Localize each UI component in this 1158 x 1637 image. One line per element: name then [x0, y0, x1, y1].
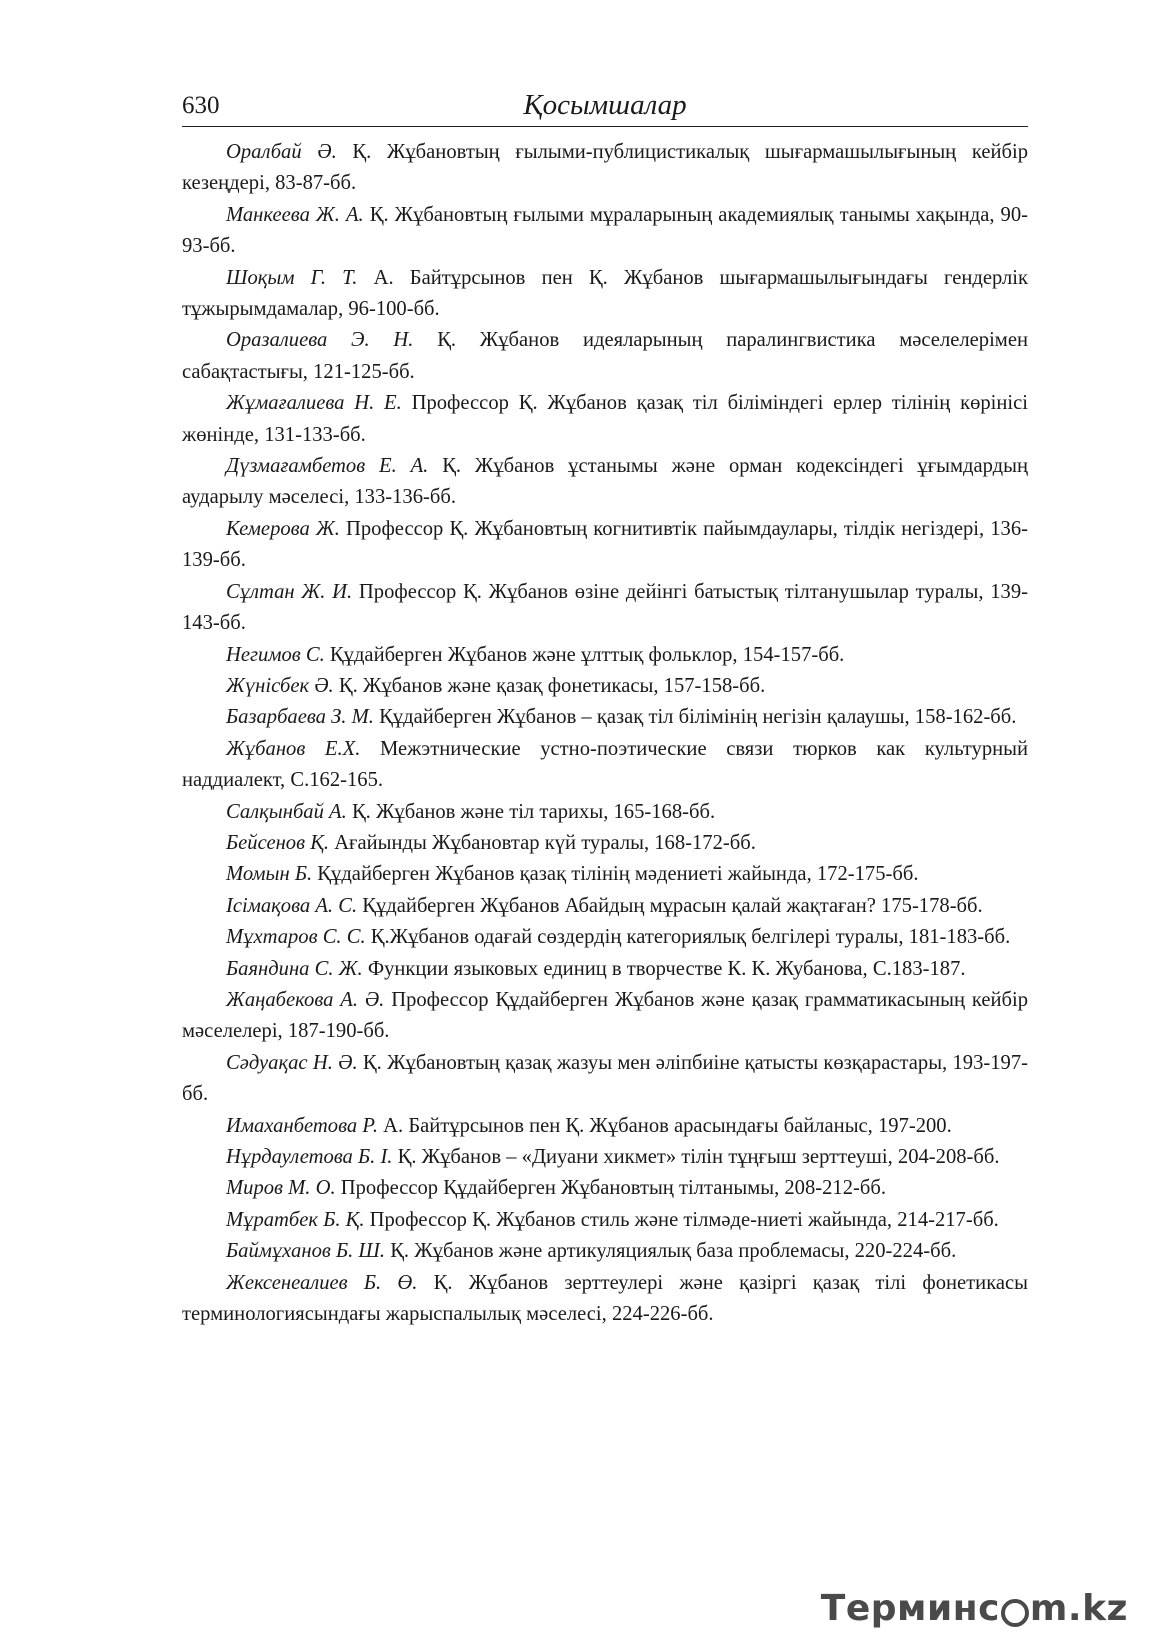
entry-text: Қ. Жұбановтың ғылыми-публицистикалық шығармашылығының кейбір кезеңдері, 83-87-бб. — [182, 141, 1028, 195]
bibliography-entry — [182, 922, 1028, 953]
site-watermark — [821, 1588, 1128, 1629]
entry-author: Сұлтан Ж. И. — [226, 580, 353, 603]
bibliography-entry — [182, 263, 1028, 326]
entry-text: Қ. Жұбанов және тіл тарихы, 165-168-бб. — [351, 800, 716, 823]
bibliography-entry — [182, 954, 1028, 985]
bibliography-entry — [182, 1111, 1028, 1142]
entry-author: Негимов С. — [226, 643, 325, 666]
entry-author: Миров М. О. — [226, 1177, 336, 1200]
bibliography-entry — [182, 1142, 1028, 1173]
entry-author: Базарбаева З. М. — [226, 706, 374, 729]
entry-text: Қ. Жұбанов ұстанымы және орман кодексіндегі ұғымдардың аударылу мәселесі, 133-136-бб. — [182, 455, 1029, 509]
entry-author: Шоқым Г. Т. — [226, 266, 358, 289]
watermark-o-circle-icon — [1001, 1599, 1029, 1627]
entry-text: Құдайберген Жұбанов – қазақ тіл білімінің негізін қалаушы, 158-162-бб. — [379, 706, 1017, 729]
entry-author: Момын Б. — [226, 863, 313, 886]
entry-author: Жұмағалиева Н. Е. — [226, 392, 402, 415]
entry-author: Мұратбек Б. Қ. — [226, 1208, 365, 1231]
watermark-text-end: m.kz — [1029, 1588, 1128, 1629]
bibliography-entry — [182, 985, 1028, 1048]
bibliography-entry — [182, 1268, 1028, 1331]
bibliography-entry — [182, 200, 1028, 263]
entry-author: Кемерова Ж. — [226, 517, 340, 540]
entry-text: Ағайынды Жұбановтар күй туралы, 168-172-бб. — [334, 831, 756, 854]
entry-author: Имаханбетова Р. — [226, 1114, 378, 1137]
entry-author: Манкеева Ж. А. — [226, 203, 364, 226]
bibliography-entry — [182, 1048, 1028, 1111]
entry-author: Мұхтаров С. С. — [226, 926, 366, 949]
entry-author: Нұрдаулетова Б. І. — [226, 1146, 393, 1168]
entry-text: Құдайберген Жұбанов Абайдың мұрасын қалай жақтаған? 175-178-бб. — [362, 894, 983, 917]
entry-text: Функции языковых единиц в творчестве К. К. Жубанова, С.183-187. — [367, 957, 966, 980]
entry-text: Профессор Қ. Жұбанов өзіне дейінгі батыстық тілтанушылар туралы, 139-143-бб. — [182, 580, 1029, 635]
bibliography-entry — [182, 1173, 1028, 1204]
bibliography-entry — [182, 325, 1028, 388]
entry-text: Қ. Жұбановтың қазақ жазуы мен әліпбиіне қатысты көзқарастары, 193-197-бб. — [182, 1051, 1028, 1106]
entry-text: Қ.Жұбанов одағай сөздердің категориялық белгілері туралы, 181-183-бб. — [370, 926, 1011, 949]
entry-author: Дүзмағамбетов Е. А. — [226, 455, 429, 478]
entry-text: Құдайберген Жұбанов және ұлттық фольклор, 154-157-бб. — [329, 643, 845, 666]
bibliography-entry — [182, 828, 1028, 859]
page-header — [182, 84, 1028, 127]
bibliography-entry — [182, 671, 1028, 702]
entry-text: Профессор Қ. Жұбанов қазақ тіл біліміндегі ерлер тілінің көрінісі жөнінде, 131-133-бб. — [182, 392, 1028, 446]
entry-text: Профессор Құдайберген Жұбанов және қазақ грамматикасының кейбір мәселелері, 187-190-бб. — [182, 988, 1028, 1043]
entry-text: Құдайберген Жұбанов қазақ тілінің мәдениеті жайында, 172-175-бб. — [317, 863, 919, 886]
entry-text: Профессор Қ. Жұбанов стиль және тілмәде-ниеті жайында, 214-217-бб. — [369, 1208, 999, 1231]
bibliography-entry — [182, 137, 1028, 200]
bibliography-entry — [182, 891, 1028, 922]
page-number: 630 — [182, 92, 220, 119]
entry-text: Межэтнические устно-поэтические связи тюрков как культурный наддиалект, С.162-165. — [182, 737, 1029, 792]
bibliography-entry — [182, 702, 1028, 733]
entry-text: Профессор Құдайберген Жұбановтың тілтанымы, 208-212-бб. — [340, 1177, 886, 1200]
entry-author: Баймұханов Б. Ш. — [226, 1240, 386, 1263]
bibliography-entry — [182, 388, 1028, 451]
bibliography-entry — [182, 859, 1028, 890]
entry-author: Бейсенов Қ. — [226, 831, 330, 854]
entry-author: Баяндина С. Ж. — [226, 957, 363, 980]
entry-text: Қ. Жұбанов – «Диуани хикмет» тілін тұңғыш зерттеуші, 204-208-бб. — [397, 1146, 1000, 1168]
bibliography-entry — [182, 1236, 1028, 1267]
entry-text: Профессор Қ. Жұбановтың когнитивтік пайымдаулары, тілдік негіздері, 136-139-бб. — [182, 517, 1028, 572]
bibliography-entry — [182, 577, 1028, 640]
entry-author: Жаңабекова А. Ә. — [226, 988, 385, 1011]
entry-author: Сәдуақас Н. Ә. — [226, 1051, 358, 1074]
entry-text: Қ. Жұбанов идеяларының паралингвистика мәселелерімен сабақтастығы, 121-125-бб. — [182, 329, 1028, 383]
entry-author: Жүнісбек Ә. — [226, 674, 334, 697]
entry-author: Салқынбай А. — [226, 800, 347, 823]
watermark-text-start: Терминc — [820, 1588, 1000, 1629]
entry-text: Қ. Жұбанов және артикуляциялық база проблемасы, 220-224-бб. — [390, 1240, 957, 1263]
entry-text: Қ. Жұбанов зерттеулері және қазіргі қазақ тілі фонетикасы терминологиясындағы жарыспалылық мәселесі, 224-226-бб. — [182, 1271, 1028, 1326]
running-title: Қосымшалар — [523, 89, 687, 121]
entry-text: Қ. Жұбановтың ғылыми мұраларының академиялық танымы хақында, 90-93-бб. — [182, 203, 1028, 258]
entry-author: Жұбанов Е.Х. — [226, 737, 361, 760]
entry-text: Қ. Жұбанов және қазақ фонетикасы, 157-158-бб. — [338, 674, 766, 697]
entry-text: А. Байтұрсынов пен Қ. Жұбанов арасындағы байланыс, 197-200. — [383, 1114, 952, 1137]
entry-author: Оразалиева Э. Н. — [226, 329, 414, 352]
bibliography-entry — [182, 1205, 1028, 1236]
bibliography-entry — [182, 797, 1028, 828]
entry-author: Оралбай Ә. — [226, 141, 337, 163]
entry-text: А. Байтұрсынов пен Қ. Жұбанов шығармашылығындағы гендерлік тұжырымдамалар, 96-100-бб. — [182, 266, 1028, 321]
bibliography-entry — [182, 514, 1028, 577]
bibliography-entry — [182, 640, 1028, 671]
bibliography-entry — [182, 451, 1028, 514]
entry-author: Жексенеалиев Б. Ө. — [226, 1271, 418, 1294]
bibliography-list — [182, 137, 1028, 1330]
bibliography-entry — [182, 734, 1028, 797]
entry-author: Ісімақова А. С. — [226, 894, 358, 917]
